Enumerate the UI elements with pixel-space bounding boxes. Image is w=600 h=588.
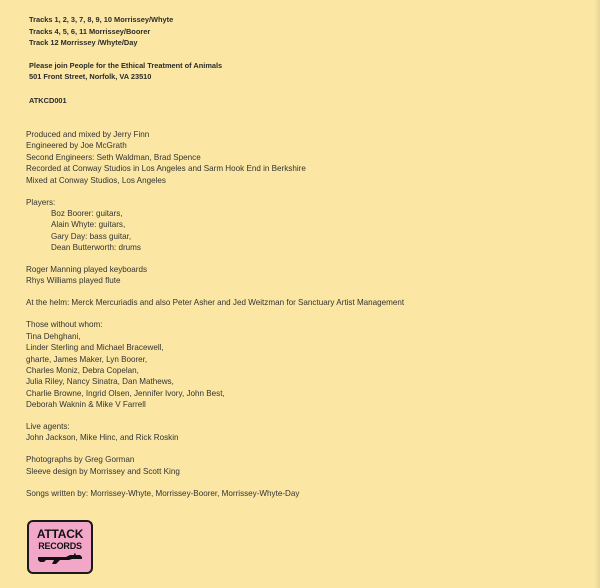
art-credit: Photographs by Greg Gorman [26, 455, 135, 465]
additional-credit: Roger Manning played keyboards [26, 265, 148, 275]
thanks-entry: Linder Sterling and Michael Bracewell, [26, 343, 164, 353]
production-credit: Mixed at Conway Studios, Los Angeles [26, 175, 166, 185]
attack-records-logo [27, 520, 93, 574]
art-credit: Sleeve design by Morrissey and Scott King [26, 466, 180, 476]
thanks-entry: Deborah Waknin & Mike V Farrell [26, 400, 146, 410]
players-heading: Players: [26, 197, 56, 207]
track-credit: Tracks 4, 5, 6, 11 Morrissey/Boorer [29, 26, 151, 36]
thanks-entry: Tina Dehghani, [26, 331, 81, 341]
peta-address: 501 Front Street, Norfolk, VA 23510 [29, 72, 152, 81]
production-credit: Second Engineers: Seth Waldman, Brad Spence [26, 152, 201, 162]
thanks-entry: Charles Moniz, Debra Copelan, [26, 365, 139, 375]
thanks-entry: Julia Riley, Nancy Sinatra, Dan Mathews, [26, 377, 174, 387]
player-credit: Gary Day: bass guitar, [51, 231, 132, 241]
logo-line-2: RECORDS [38, 541, 82, 551]
track-credit: Track 12 Morrissey /Whyte/Day [29, 38, 138, 47]
management-credit: At the helm: Merck Mercuriadis and also Peter Asher and Jed Weitzman for Sanctuary Artist Management [26, 298, 405, 308]
thanks-entry: Charlie Browne, Ingrid Olsen, Jennifer Ivory, John Best, [26, 388, 225, 398]
thanks-entry: gharte, James Maker, Lyn Boorer, [26, 354, 148, 364]
peta-notice: Please join People for the Ethical Treatment of Animals [29, 60, 223, 70]
additional-credit: Rhys Williams played flute [26, 276, 121, 286]
rifle-icon [36, 553, 84, 565]
player-credit: Dean Butterworth: drums [51, 243, 141, 253]
header-credits [29, 14, 222, 106]
player-credit: Boz Boorer: guitars, [51, 208, 123, 218]
agents-heading: Live agents: [26, 422, 70, 432]
catalog-number: ATKCD001 [29, 95, 67, 105]
credits-list [26, 129, 586, 499]
agents-list: John Jackson, Mike Hinc, and Rick Roskin [26, 433, 179, 443]
thanks-heading: Those without whom: [26, 320, 103, 330]
production-credit: Engineered by Joe McGrath [26, 141, 127, 151]
player-credit: Alain Whyte: guitars, [51, 220, 126, 230]
page-edge-shadow [594, 0, 600, 588]
production-credit: Recorded at Conway Studios in Los Angeles and Sarm Hook End in Berkshire [26, 164, 306, 174]
songwriter-credit: Songs written by: Morrissey-Whyte, Morrissey-Boorer, Morrissey-Whyte-Day [26, 488, 300, 498]
logo-line-1: ATTACK [36, 527, 84, 541]
production-credit: Produced and mixed by Jerry Finn [26, 130, 150, 139]
track-credit: Tracks 1, 2, 3, 7, 8, 9, 10 Morrissey/Whyte [29, 15, 174, 24]
